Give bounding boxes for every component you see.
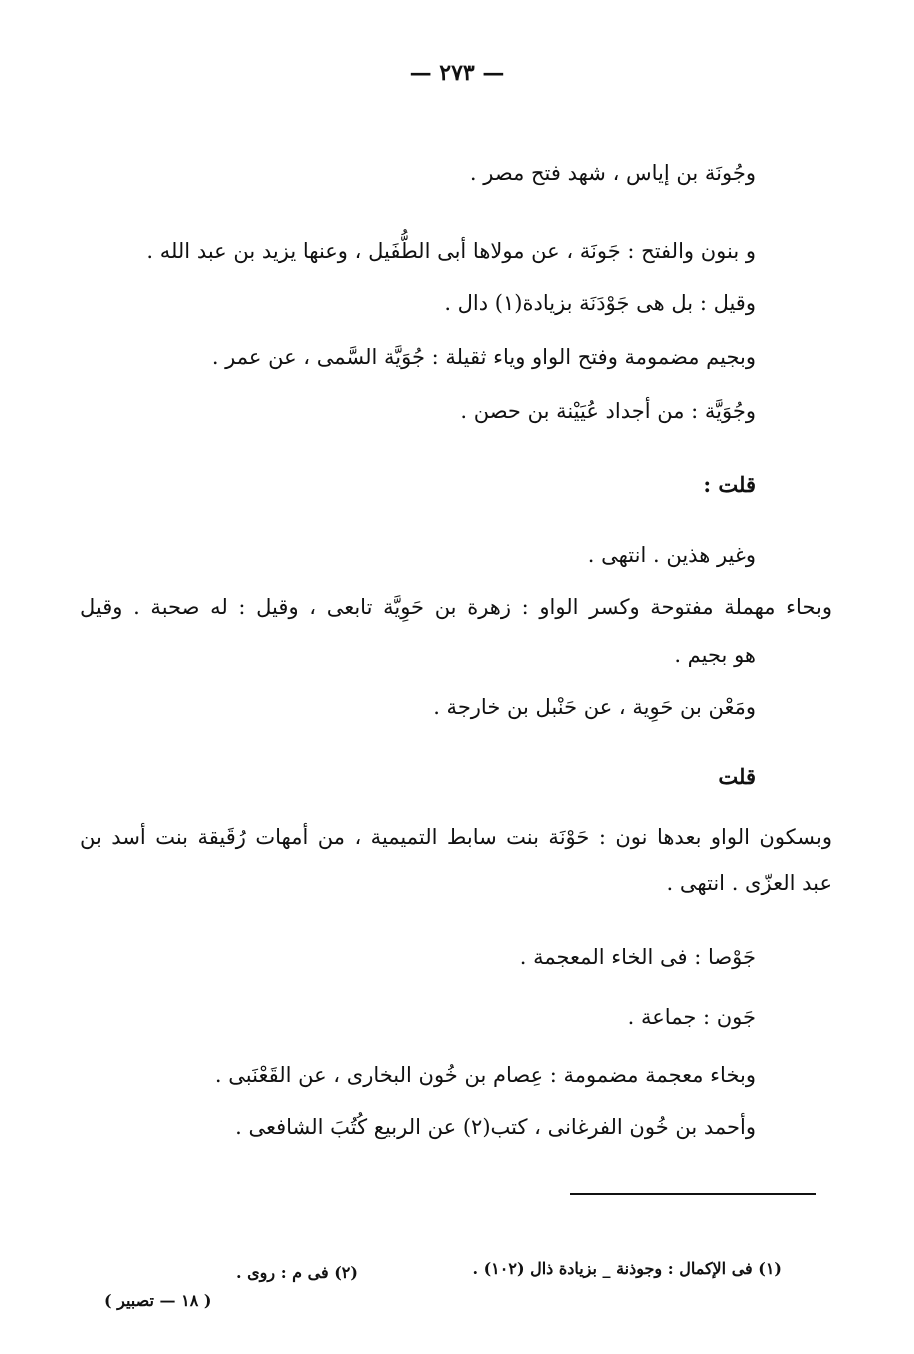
body-line-14: جَوْصا : فى الخاء المعجمة . xyxy=(519,945,756,969)
footnote-2: (٢) فى م : روى . xyxy=(236,1263,358,1282)
body-line-1: وجُونَة بن إياس ، شهد فتح مصر . xyxy=(469,161,756,185)
body-line-5: وجُوَيَّة : من أجداد عُيَيْنة بن حصن . xyxy=(460,399,756,423)
body-line-2: و بنون والفتح : جَونَة ، عن مولاها أبى الطُّفَيل ، وعنها يزيد بن عبد الله . xyxy=(146,239,756,263)
section-heading-qult-2: قلت xyxy=(718,764,756,789)
body-line-3: وقيل : بل هى جَوْدَنَة بزيادة(١) دال . xyxy=(444,291,756,315)
body-line-10: ومَعْن بن حَوِية ، عن حَنْبل بن خارجة . xyxy=(433,695,756,719)
section-heading-qult-1: قلت : xyxy=(703,472,756,497)
page-number: — ٢٧٣ — xyxy=(409,60,505,86)
body-line-9: هو بجيم . xyxy=(674,643,756,667)
body-line-13: عبد العزّى . انتهى . xyxy=(666,871,832,895)
body-line-12: وبسكون الواو بعدها نون : حَوْنَة بنت سابط التميمية ، من أمهات رُقَيقة بنت أسد بن xyxy=(80,825,832,849)
footnote-1: (١) فى الإكمال : وجوذنة _ بزيادة ذال (١٠٢) . xyxy=(472,1259,782,1278)
footnote-separator xyxy=(570,1193,816,1195)
body-line-16: وبخاء معجمة مضمومة : عِصام بن خُون البخارى ، عن القَعْنَبى . xyxy=(214,1063,756,1087)
body-line-7: وغير هذين . انتهى . xyxy=(587,543,756,567)
body-line-8: وبحاء مهملة مفتوحة وكسر الواو : زهرة بن حَوِيَّة تابعى ، وقيل : له صحبة . وقيل xyxy=(80,595,832,619)
body-line-4: وبجيم مضمومة وفتح الواو وياء ثقيلة : جُوَيَّة السَّمى ، عن عمر . xyxy=(211,345,756,369)
printer-signature: ( ١٨ — تصبير ) xyxy=(104,1291,212,1310)
body-line-17: وأحمد بن خُون الفرغانى ، كتب(٢) عن الربيع كُتُبَ الشافعى . xyxy=(235,1115,756,1139)
body-line-15: جَون : جماعة . xyxy=(627,1005,756,1029)
